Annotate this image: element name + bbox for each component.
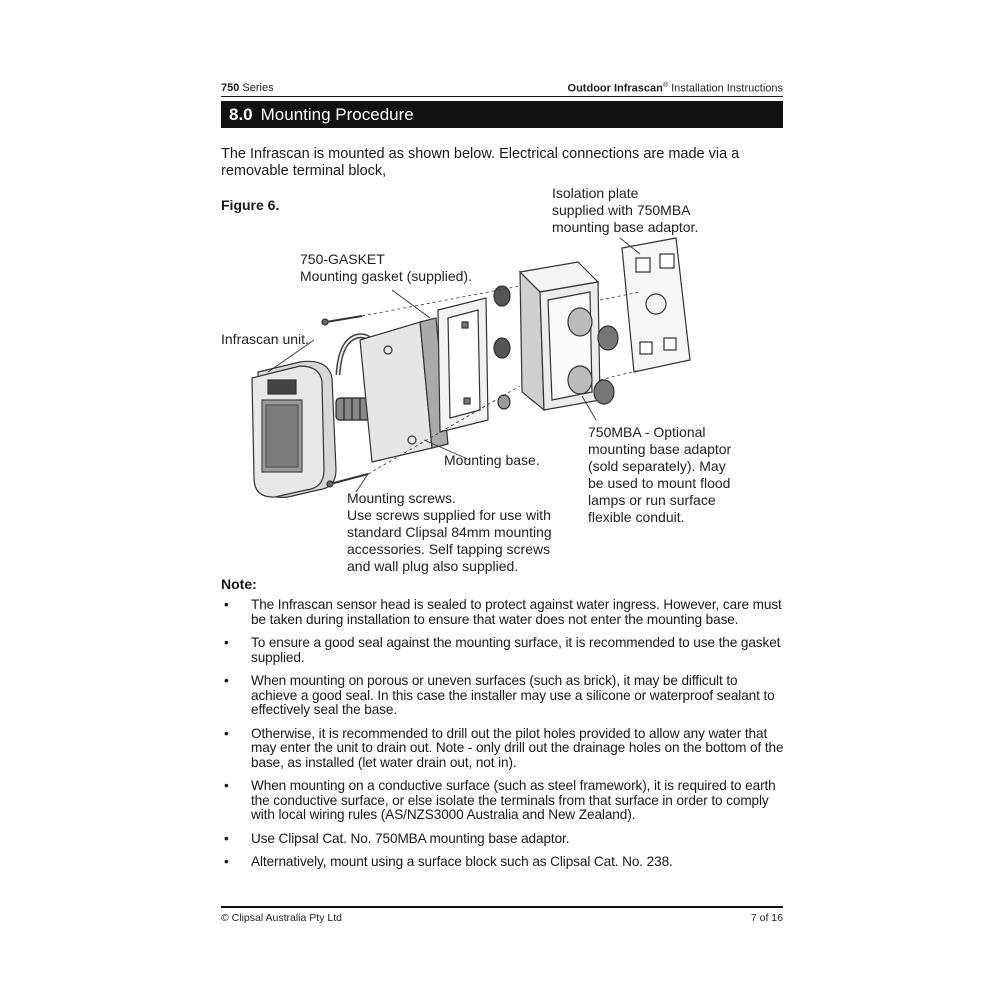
callout-line: and wall plug also supplied.: [347, 558, 519, 574]
note-text: Otherwise, it is recommended to drill out the pilot holes provided to allow any water that may enter the unit to drain out. Note - only drill out the drainage holes on the bottom of the base, as installed (let water drain out, not in).: [251, 725, 784, 770]
notes-list: [221, 598, 786, 879]
list-item: [221, 674, 786, 718]
bullet-marker: •: [224, 673, 229, 688]
list-item: [221, 727, 786, 771]
note-text: Use Clipsal Cat. No. 750MBA mounting base adaptor.: [251, 830, 570, 846]
callout-line: standard Clipsal 84mm mounting: [347, 524, 552, 540]
footer-rule: [221, 906, 783, 908]
section-number: 8.0: [229, 104, 253, 124]
footer-copyright: © Clipsal Australia Pty Ltd: [221, 912, 342, 924]
bullet-marker: •: [224, 854, 229, 869]
registered-mark: ®: [662, 82, 669, 89]
callout-line: Mounting screws.: [347, 490, 456, 506]
callout-line: Mounting gasket (supplied).: [300, 268, 472, 284]
figure-label: Figure 6.: [221, 197, 280, 213]
callout-line: 750-GASKET: [300, 251, 385, 267]
intro-paragraph: The Infrascan is mounted as shown below. Electrical connections are made via a removable terminal block,: [221, 146, 740, 179]
callout-line: Use screws supplied for use with: [347, 507, 551, 523]
footer-page-number: 7 of 16: [750, 912, 783, 924]
note-text: When mounting on porous or uneven surfaces (such as brick), it may be difficult to achieve a good seal. In this case the installer may use a silicone or waterproof sealant to effectively seal the base.: [251, 673, 775, 717]
list-item: [221, 636, 786, 665]
callout-line: lamps or run surface: [588, 492, 716, 508]
callout-infrascan-unit: Infrascan unit.: [221, 331, 309, 347]
list-item: [221, 832, 786, 847]
gasket-illustration: [438, 298, 488, 432]
isolation-plate-illustration: [622, 238, 690, 372]
infrascan-unit-illustration: [252, 336, 377, 498]
bullet-marker: •: [224, 597, 229, 612]
series-word: Series: [242, 82, 274, 94]
list-item: [221, 779, 786, 823]
bullet-marker: •: [224, 725, 229, 741]
product-name: Outdoor Infrascan: [567, 82, 663, 95]
bullet-marker: •: [224, 778, 229, 793]
callout-gasket: [300, 251, 472, 285]
callout-line: mounting base adaptor.: [552, 219, 699, 235]
doc-type: Installation Instructions: [671, 82, 783, 95]
callout-line: (sold separately). May: [588, 458, 726, 474]
callout-line: be used to mount flood: [588, 475, 731, 491]
callout-isolation-plate: [552, 185, 698, 236]
callout-line: flexible conduit.: [588, 509, 685, 525]
section-title: Mounting Procedure: [260, 104, 414, 124]
note-heading: Note:: [221, 576, 257, 592]
note-text: The Infrascan sensor head is sealed to protect against water ingress. However, care must be taken during installation to ensure that water does not enter the mounting base.: [251, 597, 782, 627]
mounting-base-illustration: [360, 318, 448, 462]
mba-adaptor-illustration: [520, 262, 600, 410]
callout-line: 750MBA - Optional: [588, 424, 706, 440]
list-item: [221, 855, 786, 870]
grommet-illustration: [494, 286, 510, 409]
list-item: [221, 598, 786, 627]
callout-line: accessories. Self tapping screws: [347, 541, 551, 557]
note-text: When mounting on a conductive surface (such as steel framework), it is required to earth the conductive surface, or else isolate the terminals from that surface in order to comply with local wiring rules (AS/NZS3000 Australia and New Zealand).: [251, 778, 776, 822]
callout-mba-adaptor: [588, 424, 731, 526]
note-text: To ensure a good seal against the mounting surface, it is recommended to use the gasket supplied.: [251, 635, 781, 665]
bullet-marker: •: [224, 635, 229, 650]
callout-line: supplied with 750MBA: [552, 202, 691, 218]
series-number: 750: [221, 82, 240, 94]
callout-line: Isolation plate: [552, 185, 639, 201]
callout-line: mounting base adaptor: [588, 441, 732, 457]
note-text: Alternatively, mount using a surface block such as Clipsal Cat. No. 238.: [251, 854, 673, 869]
bullet-marker: •: [224, 830, 229, 846]
callout-mounting-base: Mounting base.: [444, 452, 540, 468]
callout-mounting-screws: [347, 490, 552, 575]
